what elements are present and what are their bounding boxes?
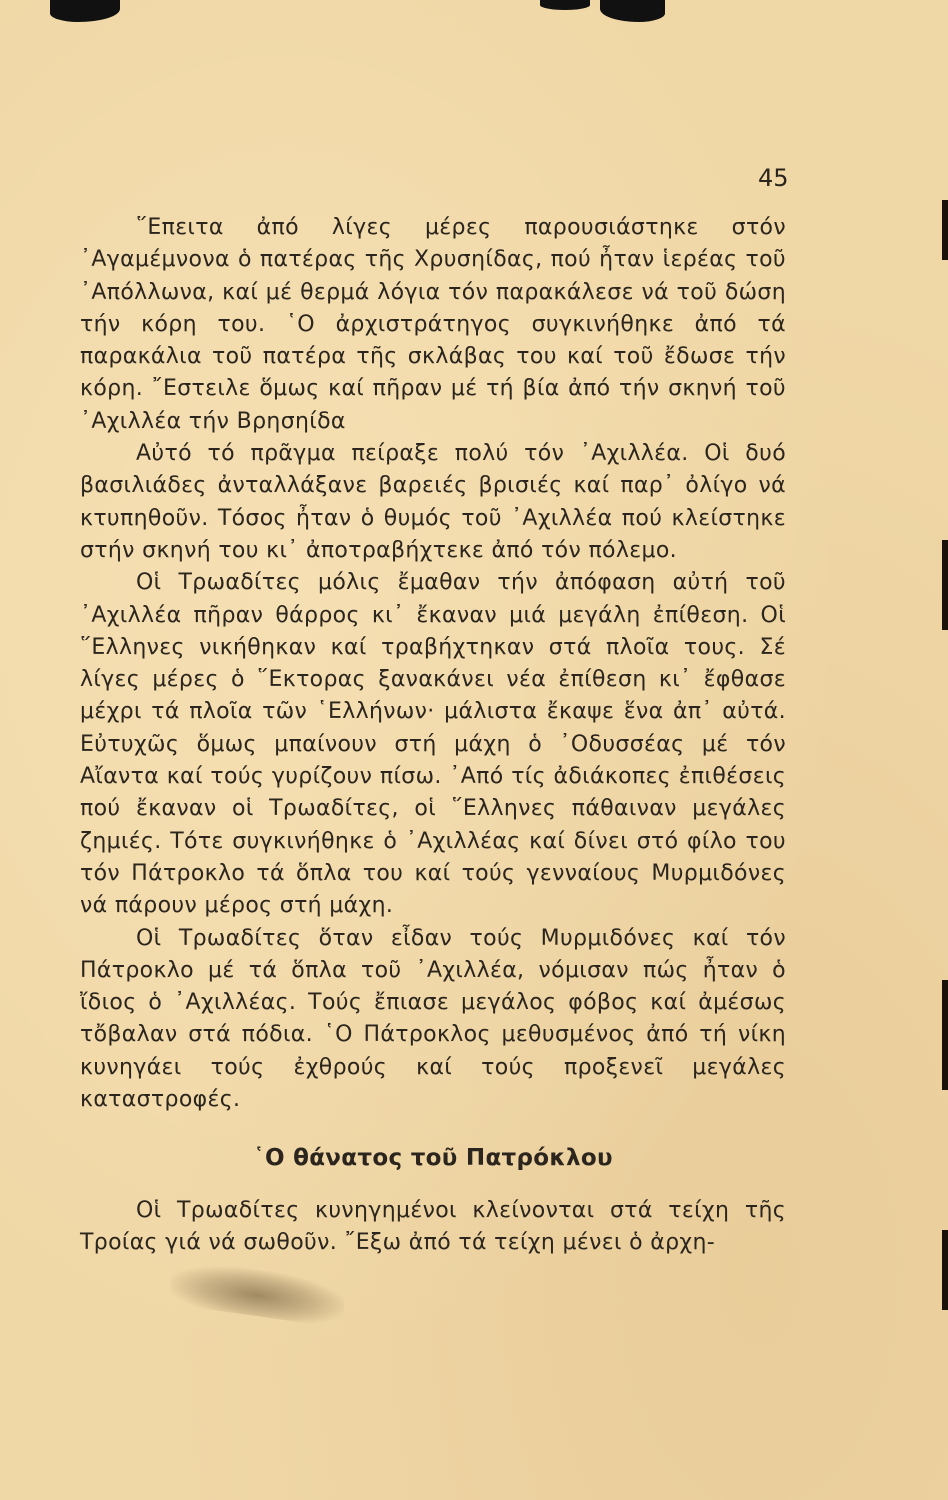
paragraph: Οἱ Τρωαδίτες ὅταν εἶδαν τούς Μυρμιδόνες καί τόν Πάτροκλο μέ τά ὅπλα τοῦ ᾽Αχιλλέα, νόμισαν πώς ἦταν ὁ ἴδιος ὁ ᾽Αχιλλέας. Τούς ἔπιασε μεγάλος φόβος καί ἀμέσως τὄβαλαν στά πόδια. ῾Ο Πάτροκλος μεθυσμένος ἀπό τή νίκη κυνηγάει τούς ἐχθρούς καί τούς προξενεῖ μεγάλες καταστροφές.: [80, 925, 786, 1113]
ink-stain: [168, 1258, 348, 1328]
paragraph: Αὐτό τό πρᾶγμα πείραξε πολύ τόν ᾽Αχιλλέα. Οἱ δυό βασιλιάδες ἀνταλλάξανε βαρειές βρισιές καί παρ᾽ ὀλίγο νά κτυπηθοῦν. Τόσος ἦταν ὁ θυμός τοῦ ᾽Αχιλλέα πού κλείστηκε στήν σκηνή του κι᾽ ἀποτραβήχτεκε ἀπό τόν πόλεμο.: [80, 441, 786, 563]
page-edge-shadow: [942, 1230, 948, 1310]
paragraph: ῞Επειτα ἀπό λίγες μέρες παρουσιάστηκε στόν ᾽Αγαμέμνονα ὁ πατέρας τῆς Χρυσηίδας, πού ἦταν ἱερέας τοῦ ᾽Απόλλωνα, καί μέ θερμά λόγια τόν παρακάλεσε νά τοῦ δώση τήν κόρη του. ῾Ο ἀρχιστράτηγος συγκινήθηκε ἀπό τά παρακάλια τοῦ πατέρα τῆς σκλάβας του καί τοῦ ἔδωσε τήν κόρη. ῎Εστειλε ὅμως καί πῆραν μέ τή βία ἀπό τήν σκηνή τοῦ ᾽Αχιλλέα τήν Βρησηίδα: [80, 215, 786, 434]
torn-edge-mark: [540, 0, 590, 10]
page-number: 45: [758, 164, 789, 192]
torn-edge-mark: [50, 0, 120, 22]
paragraph: Οἱ Τρωαδίτες κυνηγημένοι κλείνονται στά τείχη τῆς Τροίας γιά νά σωθοῦν. ῎Εξω ἀπό τά τείχη μένει ὁ ἀρχη-: [80, 1197, 786, 1255]
paragraph: Οἱ Τρωαδίτες μόλις ἔμαθαν τήν ἀπόφαση αὐτή τοῦ ᾽Αχιλλέα πῆραν θάρρος κι᾽ ἔκαναν μιά μεγάλη ἐπίθεση. Οἱ ῞Ελληνες νικήθηκαν καί τραβήχτηκαν στά πλοῖα τους. Σέ λίγες μέρες ὁ ῞Εκτορας ξανακάνει νέα ἐπίθεση κι᾽ ἔφθασε μέχρι τά πλοῖα τῶν ῾Ελλήνων· μάλιστα ἔκαψε ἕνα ἀπ᾽ αὐτά. Εὐτυχῶς ὅμως μπαίνουν στή μάχη ὁ ᾽Οδυσσέας μέ τόν Αἴαντα καί τούς γυρίζουν πίσω. ᾽Από τίς ἀδιάκοπες ἐπιθέσεις πού ἔκαναν οἱ Τρωαδίτες, οἱ ῞Ελληνες πάθαιναν μεγάλες ζημιές. Τότε συγκινήθηκε ὁ ᾽Αχιλλέας καί δίνει στό φίλο του τόν Πάτροκλο τά ὅπλα του καί τούς γενναίους Μυρμιδόνες νά πάρουν μέρος στή μάχη.: [80, 570, 786, 919]
page-edge-shadow: [942, 980, 948, 1090]
page-edge-shadow: [942, 540, 948, 630]
page-edge-shadow: [942, 200, 948, 260]
section-heading: ῾Ο θάνατος τοῦ Πατρόκλου: [253, 1145, 613, 1172]
torn-edge-mark: [600, 0, 665, 22]
body-text: [80, 212, 786, 1259]
